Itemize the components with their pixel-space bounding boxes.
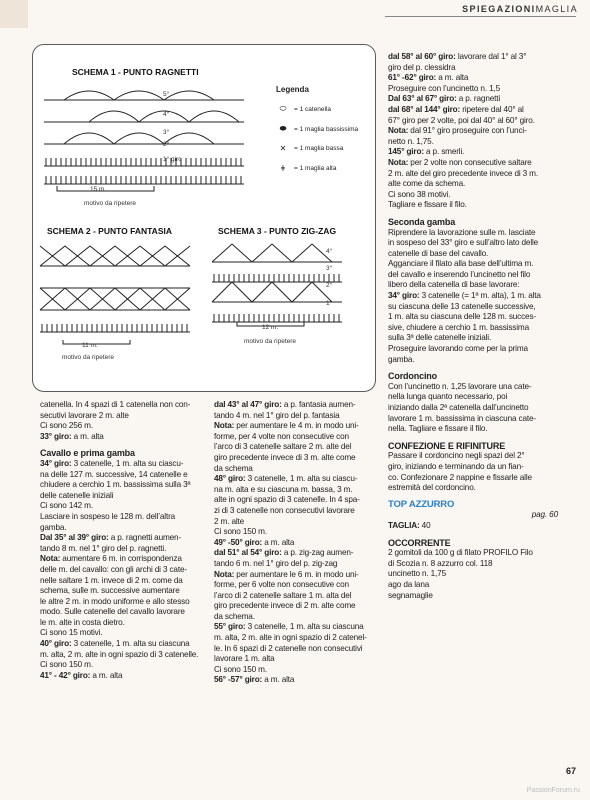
schema3-round-2: 2° — [326, 282, 333, 289]
instruction-line — [388, 451, 558, 462]
instruction-line — [214, 453, 379, 464]
instruction-label: dal 51° al 54° giro: — [214, 548, 282, 558]
instruction-label: 33° giro: — [40, 431, 72, 441]
instruction-line — [214, 654, 379, 665]
instruction-text: 2 gomitoli da 100 g di filato PROFILO Filo — [388, 548, 533, 558]
instruction-line — [388, 238, 558, 249]
instruction-line — [40, 671, 210, 682]
instruction-text: aumentare 6 m. in corrispondenza — [60, 554, 182, 564]
schema1-round-4: 4° — [163, 111, 170, 118]
instruction-line — [40, 586, 210, 597]
instruction-text: libero della catenella di base lavorare: — [388, 280, 520, 290]
instruction-line — [40, 565, 210, 576]
instruction-text: giro, iniziando e terminando da un fian- — [388, 461, 524, 471]
instruction-line — [388, 559, 558, 570]
instruction-text: l’arco di 3 catenelle saltare 2 m. alte del — [214, 442, 352, 452]
instruction-text: tando 6 m. nel 1° giro del p. zig-zag — [214, 558, 338, 568]
instruction-line — [40, 400, 210, 411]
instruction-line — [388, 483, 558, 494]
schema1-round-5: 5° — [163, 91, 170, 98]
instruction-text: 3 catenelle, 1 m. alta su ciascuna — [71, 639, 190, 649]
instruction-line — [214, 400, 379, 411]
instruction-text: gamba. — [40, 522, 67, 532]
instruction-label: 34° giro: — [40, 458, 72, 468]
instruction-text: per aumentare le 4 m. in modo uni- — [234, 421, 359, 431]
instruction-text: modo. Sulle catenelle del cavallo lavorare — [40, 607, 185, 617]
instruction-text: Lasciare in sospeso le 128 m. dell’altra — [40, 511, 176, 521]
schema2-motif-label: motivo da ripetere — [62, 354, 115, 361]
instruction-text: delle catenelle iniziali — [40, 490, 114, 500]
instruction-line — [388, 323, 558, 334]
instruction-text: delle m. del cavallo: con gli archi di 3 cate- — [40, 564, 187, 574]
instruction-label: 61° -62° giro: — [388, 73, 437, 83]
instruction-line — [388, 84, 558, 95]
schema1-round-2: 2° — [163, 141, 170, 148]
instruction-label: TAGLIA: — [388, 520, 420, 530]
instruction-text: sive, chiudere a cerchio 1 m. bassissima — [388, 322, 529, 332]
section-heading: Cordoncino — [388, 371, 437, 382]
instruction-line — [388, 73, 558, 84]
instruction-text: ripetere dal 40° al — [460, 104, 524, 114]
instruction-line — [40, 639, 210, 650]
instruction-text: catenella. In 4 spazi di 1 catenella non con- — [40, 400, 191, 409]
legend-single-label: = 1 maglia bassa — [294, 145, 344, 152]
instruction-text: a p. ragnetti — [456, 94, 501, 104]
instruction-text: le altre 2 m. in modo uniforme e allo stesso — [40, 596, 190, 606]
instruction-line — [40, 576, 210, 587]
instruction-line — [388, 126, 558, 137]
schema3-round-4: 4° — [326, 248, 333, 255]
instruction-text: giro precedente invece di 3 m. alte come — [214, 452, 356, 462]
instruction-line — [214, 442, 379, 453]
instruction-label: 145° giro: — [388, 147, 424, 157]
legend-single — [276, 144, 343, 153]
instruction-text: Ci sono 142 m. — [40, 501, 93, 511]
instruction-line — [214, 622, 379, 633]
legend-double — [276, 164, 336, 173]
instruction-label: 40° giro: — [40, 639, 72, 649]
instruction-line — [388, 280, 558, 291]
single-crochet-icon: ✕ — [279, 144, 287, 153]
instruction-line — [40, 660, 210, 671]
instruction-text: Agganciare il filato alla base dell’ultima m. — [388, 259, 534, 269]
instruction-line — [40, 554, 210, 565]
instruction-line — [214, 559, 379, 570]
instruction-line — [388, 105, 558, 116]
instruction-line — [388, 116, 558, 127]
instruction-line — [388, 312, 558, 323]
instruction-text: schema, sulle m. successive aumentare — [40, 586, 180, 596]
instruction-text: na delle 127 m. successive, 14 catenelle e — [40, 469, 188, 479]
instruction-line — [40, 512, 210, 523]
instruction-text: forme, per 6 volte non consecutive con — [214, 580, 349, 590]
instruction-line — [388, 333, 558, 344]
instruction-line — [388, 382, 558, 393]
instruction-line — [214, 570, 379, 581]
instruction-text: Con l’uncinetto n. 1,25 lavorare una cate- — [388, 381, 532, 391]
instruction-label: Nota: — [388, 126, 409, 136]
schema3-round-1: 1° — [326, 300, 333, 307]
instruction-text: le m. alte in costa dietro. — [40, 617, 125, 627]
instruction-line — [388, 548, 558, 559]
instruction-label: 41° - 42° giro: — [40, 670, 91, 680]
legend-chain-label: = 1 catenella — [294, 105, 332, 113]
instruction-text: alte come da schema. — [388, 179, 466, 189]
instruction-text: Ci sono 150 m. — [214, 664, 267, 674]
instruction-text: tando 4 m. nel 1° giro del p. fantasia — [214, 410, 340, 420]
section-heading: OCCORRENTE — [388, 537, 451, 548]
instruction-line — [388, 462, 558, 473]
instruction-text: su ciascuna delle 13 catenelle successive, — [388, 301, 536, 311]
schema3-round-3: 3° — [326, 265, 333, 272]
page-corner-decoration — [0, 0, 28, 28]
section-header-bold: SPIEGAZIONI — [462, 4, 536, 14]
instruction-line — [214, 527, 379, 538]
instruction-line — [40, 491, 210, 502]
instruction-text: Proseguire lavorando come per la prima — [388, 344, 528, 354]
instruction-label: Dal 35° al 39° giro: — [40, 533, 109, 543]
instruction-text: 67° giro per 2 volte, poi dal 40° al 60° giro. — [388, 115, 535, 125]
slip-stitch-icon: ⬬ — [279, 124, 287, 133]
instruction-text: ago da lana — [388, 579, 430, 589]
legend-title: Legenda — [276, 85, 309, 94]
instruction-text: m. alta, 2 m. alte in ogni spazio di 3 catenelle. — [40, 649, 199, 659]
instruction-text: 3 catenelle (= 1ª m. alta), 1 m. alta — [419, 291, 541, 301]
instruction-line — [388, 414, 558, 425]
instruction-text: giro del p. clessidra — [388, 62, 456, 72]
instruction-line — [40, 421, 210, 432]
instruction-text: lavorare 1 m. alta — [214, 654, 275, 664]
instruction-text: tando 8 m. nel 1° giro del p. ragnetti. — [40, 543, 167, 553]
instruction-text: in sospeso del 33° giro e sull’altro lato delle — [388, 238, 539, 248]
instruction-text: a p. ragnetti aumen- — [108, 533, 182, 543]
instruction-label: Nota: — [214, 421, 235, 431]
instruction-text: chiudere a cerchio 1 m. bassissima sulla 3ª — [40, 480, 191, 490]
instruction-text: gamba. — [388, 354, 415, 364]
instruction-text: forme, per 4 volte non consecutive con — [214, 431, 349, 441]
instruction-line — [388, 190, 558, 201]
instruction-line — [40, 459, 210, 470]
instruction-text: estremità del cordoncino. — [388, 483, 476, 493]
schema1-stitch-count: 15 m. — [90, 186, 107, 193]
instruction-line — [214, 591, 379, 602]
section-heading: Seconda gamba — [388, 216, 456, 227]
page-reference: pag. 60 — [531, 510, 558, 520]
legend-slip-label: = 1 maglia bassissima — [294, 125, 359, 133]
instruction-text: Tagliare e fissare il filo. — [388, 200, 467, 210]
instruction-text: Riprendere la lavorazione sulle m. lasciate — [388, 227, 536, 237]
instruction-text: nella lunga quanto necessario, poi — [388, 392, 508, 402]
instruction-label: 56° -57° giro: — [214, 675, 263, 685]
instruction-line — [214, 601, 379, 612]
schema3-title: SCHEMA 3 - PUNTO ZIG-ZAG — [218, 226, 337, 236]
instruction-line — [388, 344, 558, 355]
instruction-label: 55° giro: — [214, 622, 246, 632]
instruction-line — [40, 523, 210, 534]
instruction-line — [214, 517, 379, 528]
instruction-text: iniziando dalla 2ª catenella dall’uncinetto — [388, 403, 529, 412]
instruction-line — [214, 580, 379, 591]
instruction-text: a m. alta — [262, 675, 295, 685]
instruction-line — [388, 355, 558, 366]
instruction-text: a m. alta — [436, 73, 469, 83]
instruction-text: Ci sono 150 m. — [214, 527, 267, 537]
instruction-line — [388, 424, 558, 435]
instruction-line — [388, 169, 558, 180]
instruction-text: netto n. 1,75. — [388, 136, 434, 146]
instruction-line — [40, 411, 210, 422]
instruction-line — [40, 533, 210, 544]
schema2-chart — [40, 240, 200, 340]
instruction-line — [388, 392, 558, 403]
schema1-round-3: 3° — [163, 129, 170, 136]
instruction-label: dal 43° al 47° giro: — [214, 400, 282, 409]
instruction-line — [214, 464, 379, 475]
instruction-text: a p. smerli. — [423, 147, 465, 157]
instruction-text: 3 catenelle, 1 m. alta su ciascu- — [245, 474, 358, 484]
schema1-motif-label: motivo da ripetere — [84, 200, 137, 207]
chain-stitch-icon: ⬭ — [279, 104, 287, 113]
instruction-label: Nota: — [388, 157, 409, 167]
instruction-text: di Scozia n. 8 azzurro col. 118 — [388, 558, 493, 568]
instruction-text: alte in ogni spazio di 3 catenelle. In 4 spa- — [214, 495, 360, 505]
instruction-text: 40 — [419, 520, 431, 530]
instruction-text: 3 catenelle, 1 m. alta su ciascuna — [245, 622, 364, 632]
instruction-text: Ci sono 256 m. — [40, 421, 93, 431]
legend-double-label: = 1 maglia alta — [294, 165, 337, 172]
instruction-line — [40, 628, 210, 639]
instruction-text: a m. alta — [262, 537, 295, 547]
text-column-2 — [214, 400, 379, 686]
instruction-text: a m. alta — [71, 431, 104, 441]
instruction-label: Nota: — [214, 569, 235, 579]
instruction-line — [388, 158, 558, 169]
instruction-line — [214, 633, 379, 644]
instruction-line — [214, 538, 379, 549]
instruction-text: secutivi lavorare 2 m. alte — [40, 410, 129, 420]
instruction-line — [388, 137, 558, 148]
instruction-text: zi di 3 catenelle non consecutivi lavorare — [214, 505, 355, 515]
section-heading: Cavallo e prima gamba — [40, 448, 135, 459]
instruction-text: a p. fantasia aumen- — [281, 400, 356, 409]
instruction-line — [388, 291, 558, 302]
instruction-line — [214, 675, 379, 686]
instruction-line — [214, 548, 379, 559]
instruction-text: per 2 volte non consecutive saltare — [408, 157, 532, 167]
instruction-label: dal 68° al 144° giro: — [388, 104, 461, 114]
instruction-line — [214, 485, 379, 496]
double-crochet-icon: ǂ — [280, 164, 286, 173]
instruction-line — [214, 474, 379, 485]
instruction-line — [214, 495, 379, 506]
legend-slip — [276, 124, 358, 134]
instruction-line — [214, 644, 379, 655]
instruction-text: le. In 6 spazi di 2 catenelle non consecutivi — [214, 643, 363, 653]
instruction-text: a p. zig-zag aumen- — [281, 548, 354, 558]
instruction-text: 1 m. alta su ciascuna delle 128 m. succes- — [388, 312, 536, 322]
page-number: 67 — [565, 766, 576, 776]
instruction-line — [214, 665, 379, 676]
instruction-text: Ci sono 15 motivi. — [40, 628, 103, 638]
schema2-stitch-count: 11 m. — [82, 342, 98, 349]
pattern-title: TOP AZZURRO — [388, 498, 455, 510]
instruction-text: dal 91° giro proseguire con l’unci- — [408, 126, 527, 136]
instruction-text: giro precedente invece di 2 m. alte come — [214, 601, 356, 611]
schema1-title: SCHEMA 1 - PUNTO RAGNETTI — [72, 67, 199, 77]
instruction-text: nella. Tagliare e fissare il filo. — [388, 424, 488, 434]
instruction-text: m. alta, 2 m. alte in ogni spazio di 2 catenel- — [214, 633, 367, 643]
schema1-round-1: 1° giro — [163, 156, 182, 163]
instruction-line — [388, 52, 558, 63]
instruction-line — [388, 569, 558, 580]
instruction-line — [388, 94, 558, 105]
instruction-line — [214, 411, 379, 422]
schema3-stitch-count: 12 m. — [262, 324, 279, 331]
instruction-label: dal 58° al 60° giro: — [388, 52, 456, 61]
instruction-line — [40, 480, 210, 491]
instruction-text: da schema — [214, 463, 253, 473]
watermark: PassionForum.ru — [526, 787, 580, 794]
instruction-line — [388, 403, 558, 414]
instruction-text: nelle saltare 1 m. invece di 2 m. come da — [40, 575, 183, 585]
instruction-line — [40, 618, 210, 629]
instruction-text: uncinetto n. 1,75 — [388, 569, 446, 579]
instruction-line — [40, 544, 210, 555]
instruction-text: Ci sono 150 m. — [40, 660, 93, 670]
section-header-light: MAGLIA — [535, 4, 578, 14]
instruction-text: co. Confezionare 2 nappine e fissarle alle — [388, 472, 532, 482]
instruction-line — [40, 607, 210, 618]
instruction-label: 48° giro: — [214, 474, 246, 484]
instruction-line — [214, 432, 379, 443]
instruction-line — [40, 432, 210, 443]
instruction-line — [40, 597, 210, 608]
instruction-line — [388, 591, 558, 602]
instruction-line — [388, 521, 558, 532]
instruction-text: 3 catenelle, 1 m. alta su ciascu- — [71, 458, 184, 468]
instruction-text: segnamaglie — [388, 590, 433, 600]
instruction-label: 34° giro: — [388, 291, 420, 301]
instruction-text: 2 m. alte del giro precedente invece di 3 m. — [388, 168, 538, 178]
instruction-line — [388, 473, 558, 484]
instruction-text: del cavallo e inserendo l’uncinetto nel filo — [388, 269, 531, 279]
schema3-motif-label: motivo da ripetere — [244, 338, 297, 345]
instruction-line — [40, 650, 210, 661]
instruction-line — [388, 249, 558, 260]
instruction-line — [388, 63, 558, 74]
instruction-text: Ci sono 38 motivi. — [388, 189, 451, 199]
instruction-text: catenelle di base del cavallo. — [388, 248, 489, 258]
instruction-line — [388, 270, 558, 281]
instruction-text: da schema. — [214, 611, 255, 621]
section-header — [462, 4, 578, 14]
schema1-chart — [44, 82, 264, 192]
schema2-title: SCHEMA 2 - PUNTO FANTASIA — [47, 226, 172, 236]
instruction-line — [388, 259, 558, 270]
instruction-text: Proseguire con l’uncinetto n. 1,5 — [388, 83, 501, 93]
instruction-text: per aumentare le 6 m. in modo uni- — [234, 569, 359, 579]
instruction-label: 49° -50° giro: — [214, 537, 263, 547]
instruction-text: l’arco di 2 catenelle saltare 1 m. alta del — [214, 590, 352, 600]
instruction-label: Nota: — [40, 554, 61, 564]
instruction-line — [214, 506, 379, 517]
text-column-1 — [40, 400, 210, 681]
header-rule — [385, 16, 576, 17]
text-column-3 — [388, 52, 558, 601]
instruction-text: a m. alta — [90, 670, 123, 680]
instruction-text: 2 m. alte — [214, 516, 245, 526]
instruction-line — [388, 228, 558, 239]
instruction-label: Dal 63° al 67° giro: — [388, 94, 457, 104]
instruction-text: lavorare 1 m. bassissima in ciascuna cate- — [388, 413, 536, 423]
instruction-line — [388, 580, 558, 591]
instruction-text: na m. alta e su ciascuna m. bassa, 3 m. — [214, 484, 353, 494]
section-heading: CONFEZIONE E RIFINITURE — [388, 440, 506, 451]
instruction-line — [40, 470, 210, 481]
instruction-text: lavorare dal 1° al 3° — [455, 52, 527, 61]
instruction-line — [388, 147, 558, 158]
instruction-line — [214, 421, 379, 432]
instruction-line — [388, 179, 558, 190]
instruction-text: Passare il cordoncino negli spazi del 2° — [388, 451, 525, 461]
legend-chain — [276, 104, 331, 114]
instruction-line — [40, 501, 210, 512]
instruction-line — [388, 200, 558, 211]
instruction-text: sulla 3ª delle catenelle iniziali. — [388, 333, 492, 343]
instruction-line — [388, 302, 558, 313]
instruction-line — [214, 612, 379, 623]
